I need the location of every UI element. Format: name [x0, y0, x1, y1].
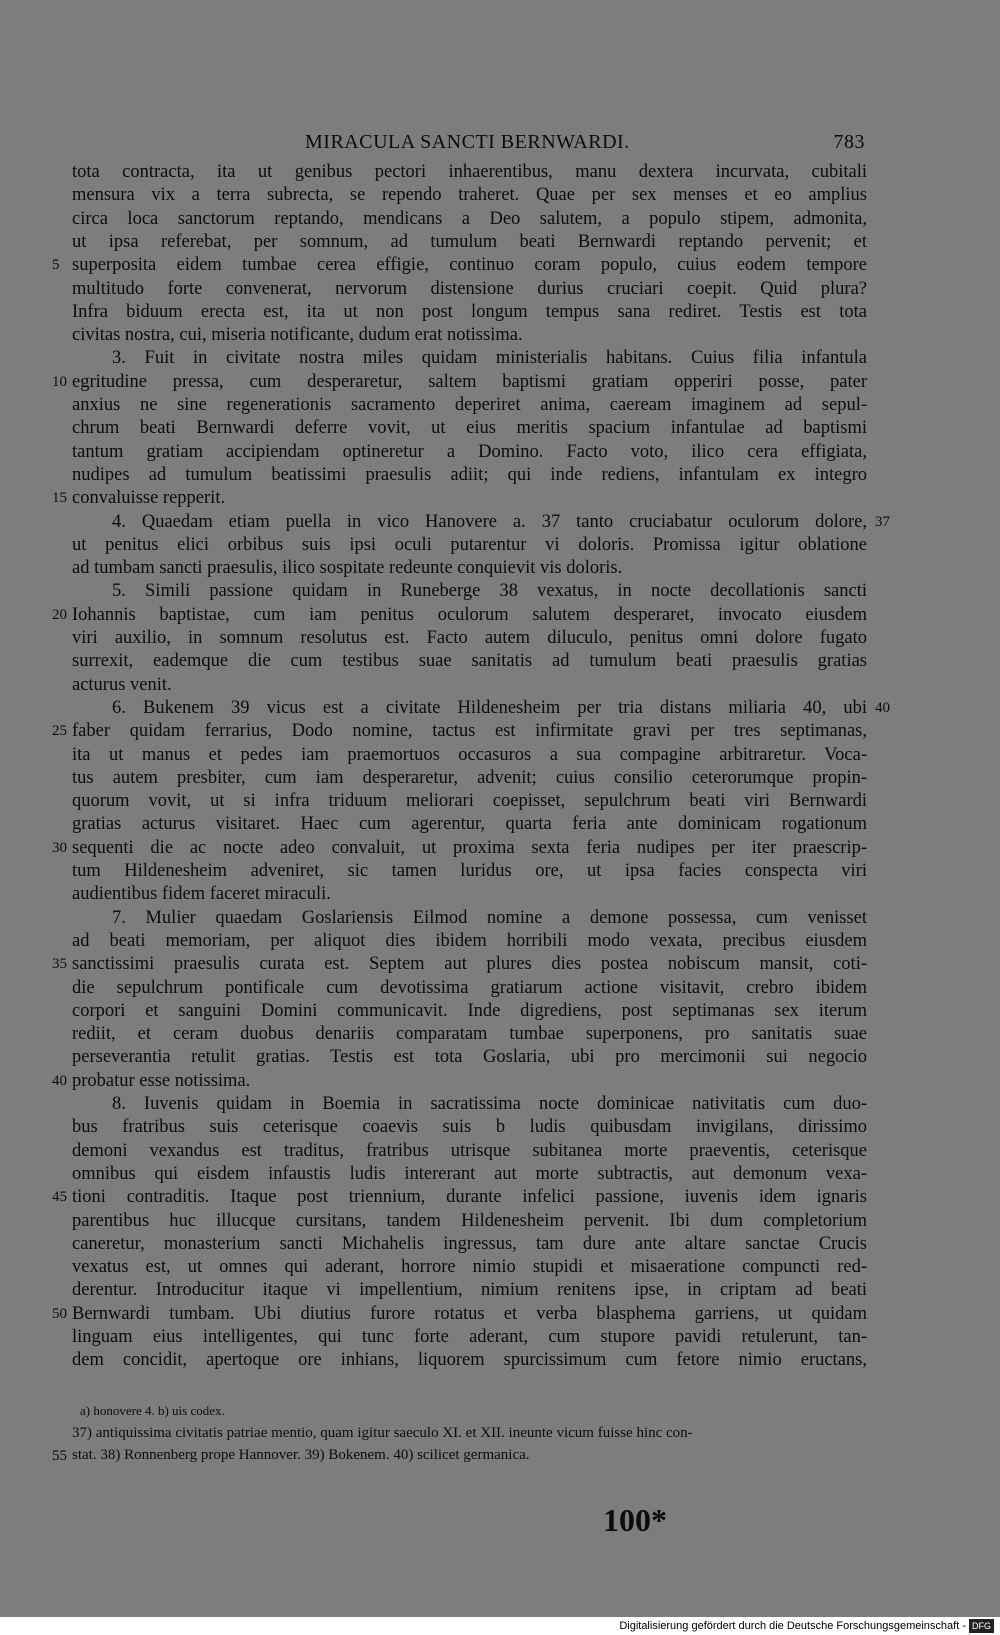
text-line: ad beati memoriam, per aliquot dies ibidem horribili modo vexata, precibus eiusdem	[72, 930, 867, 951]
text-line: multitudo forte convenerat, nervorum distensione durius cruciari coepit. Quid plura?	[72, 278, 867, 299]
text-line: 4. Quaedam etiam puella in vico Hanovere a. 37 tanto cruciabatur oculorum dolore,	[112, 511, 867, 532]
text-line: corpori et sanguini Domini communicavit. Inde digrediens, post septimanas sex iterum	[72, 1000, 867, 1021]
text-line: ita ut manus et pedes iam praemortuos occasuros a sua compagine arbitraretur. Voca-	[72, 744, 867, 765]
text-line: superposita eidem tumbae cerea effigie, continuo coram populo, cuius eodem tempore	[72, 255, 867, 276]
credit-text: Digitalisierung gefördert durch die Deutsche Forschungsgemeinschaft -	[619, 1620, 966, 1632]
text-line: probatur esse notissima.	[72, 1070, 251, 1091]
footnote-37: 37) antiquissima civitatis patriae mentio, quam igitur saeculo XI. et XII. ineunte vicum fuisse hinc con-	[72, 1425, 693, 1441]
line-number: 30	[52, 839, 67, 856]
text-line: tus autem presbiter, cum iam desperaretur, advenit; cuius consilio ceterorumque propin-	[72, 767, 867, 788]
line-number: 5	[52, 257, 60, 274]
text-line: chrum beati Bernwardi deferre vovit, ut eius meritis spacium infantulae ad baptismi	[72, 418, 867, 439]
line-number: 45	[52, 1189, 67, 1206]
text-line: sanctissimi praesulis curata est. Septem aut plures dies postea nobiscum mansit, coti-	[72, 954, 867, 975]
text-line: surrexit, eademque die cum testibus suae sanitatis ad tumulum beati praesulis gratias	[72, 651, 867, 672]
text-line: convaluisse repperit.	[72, 488, 226, 509]
text-line: tota contracta, ita ut genibus pectori inhaerentibus, manu dextera incurvata, cubitali	[72, 162, 867, 182]
text-line: bus fratribus suis ceterisque coaevis suis b ludis quibusdam invigilans, dirissimo	[72, 1117, 867, 1138]
text-line: caneretur, monasterium sancti Michahelis ingressus, tam dure ante altare sanctae Crucis	[72, 1233, 867, 1254]
text-line: gratias acturus visitaret. Haec cum agerentur, quarta feria ante dominicam rogationum	[72, 814, 867, 835]
text-line: rediit, et ceram duobus denariis comparatam tumbae superponens, pro sanitatis suae	[72, 1024, 867, 1045]
text-line: Iohannis baptistae, cum iam penitus oculorum salutem desperaret, invocato eiusdem	[72, 604, 867, 625]
text-line: dem concidit, apertoque ore inhians, liquorem spurcissimum cum fetore nimio eructans,	[72, 1350, 867, 1371]
text-line: 8. Iuvenis quidam in Boemia in sacratissima nocte dominicae nativitatis cum duo-	[112, 1094, 867, 1114]
text-line: ad tumbam sancti praesulis, ilico sospitate redeunte conquievit vis doloris.	[72, 558, 623, 579]
text-line: mensura vix a terra subrecta, se rependo traheret. Quae per sex menses et eo amplius	[72, 185, 867, 206]
page-number: 783	[833, 131, 865, 153]
text-line: omnibus qui eisdem infaustis ludis intererant aut morte subtractis, aut demonum vexa-	[72, 1163, 867, 1184]
footnote-apparatus: a) honovere 4. b) uis codex.	[80, 1403, 225, 1418]
text-line: sequenti die ac nocte adeo convaluit, ut proxima sexta feria nudipes per iter praescrip-	[72, 837, 867, 858]
text-line: circa loca sanctorum reptando, mendicans a Deo salutem, a populo stipem, admonita,	[72, 208, 867, 229]
text-line: anxius ne sine regenerationis sacramento deperiret anima, caeream imaginem ad sepul-	[72, 395, 867, 415]
line-number: 20	[52, 606, 67, 623]
dfg-logo: DFG	[969, 1619, 994, 1633]
margin-note-number: 40	[875, 699, 890, 716]
text-line: vexatus est, ut omnes qui aderant, horrore nimio stupidi et misaeratione compuncti red-	[72, 1257, 867, 1278]
text-line: 7. Mulier quaedam Goslariensis Eilmod nomine a demone possessa, cum venisset	[112, 907, 867, 928]
line-number: 25	[52, 723, 67, 740]
text-line: Infra biduum erecta est, ita ut non post longum tempus sana rediret. Testis est tota	[72, 301, 867, 322]
footnote-38-40: stat. 38) Ronnenberg prope Hannover. 39) Bokenem. 40) scilicet germanica.	[72, 1447, 530, 1463]
digitization-credit	[619, 1617, 994, 1635]
text-line: demoni vexandus est traditus, fratribus utrisque subitanea morte praeventis, ceterisque	[72, 1140, 867, 1161]
line-number: 10	[52, 373, 67, 390]
text-line: quorum vovit, ut si infra triduum meliorari coepisset, sepulchrum beati viri Bernwardi	[72, 791, 867, 812]
text-line: audientibus fidem faceret miraculi.	[72, 884, 331, 905]
text-line: 6. Bukenem 39 vicus est a civitate Hildenesheim per tria distans miliaria 40, ubi	[112, 697, 867, 718]
line-number: 15	[52, 490, 67, 507]
header-title: MIRACULA SANCTI BERNWARDI.	[305, 131, 630, 153]
line-number: 35	[52, 956, 67, 973]
line-number: 55	[52, 1448, 67, 1464]
text-line: ut penitus elici orbibus suis ipsi oculi putarentur vi doloris. Promissa igitur oblatione	[72, 534, 867, 555]
text-line: viri auxilio, in somnum resolutus est. Facto autem diluculo, penitus omni dolore fugato	[72, 628, 867, 648]
text-line: tioni contraditis. Itaque post triennium, durante infelici passione, iuvenis idem ignaris	[72, 1187, 867, 1208]
text-line: civitas nostra, cui, miseria notificante, dudum erat notissima.	[72, 325, 523, 346]
text-line: parentibus huc illucque cursitans, tandem Hildenesheim pervenit. Ibi dum completorium	[72, 1210, 867, 1231]
text-line: tum Hildenesheim adveniret, sic tamen luridus ore, ut ipsa facies conspecta viri	[72, 861, 867, 881]
text-line: ut ipsa referebat, per somnum, ad tumulum beati Bernwardi reptando pervenit; et	[72, 231, 867, 252]
text-line: linguam eius intelligentes, qui tunc forte aderant, cum stupore pavidi retulerunt, tan-	[72, 1327, 867, 1347]
text-line: acturus venit.	[72, 674, 172, 695]
text-line: die sepulchrum pontificale cum devotissima gratiarum actione visitavit, crebro ibidem	[72, 977, 867, 998]
running-header	[305, 127, 865, 157]
text-line: derentur. Introducitur itaque vi impellentium, nimium renitens ipse, in criptam ad beati	[72, 1280, 867, 1301]
margin-note-number: 37	[875, 513, 890, 530]
text-line: perseverantia retulit gratias. Testis est tota Goslaria, ubi pro mercimonii sui negocio	[72, 1047, 867, 1068]
text-line: egritudine pressa, cum desperaretur, saltem baptismi gratiam opperiri posse, pater	[72, 371, 867, 392]
text-line: 5. Simili passione quidam in Runeberge 38 vexatus, in nocte decollationis sancti	[112, 581, 867, 602]
line-number: 50	[52, 1305, 67, 1322]
text-line: tantum gratiam accipiendam optineretur a Domino. Facto voto, ilico cera effigiata,	[72, 441, 867, 462]
text-line: Bernwardi tumbam. Ubi diutius furore rotatus et verba blasphema garriens, ut quidam	[72, 1303, 867, 1324]
signature-mark: 100*	[603, 1502, 667, 1538]
text-line: faber quidam ferrarius, Dodo nomine, tactus est infirmitate gravi per tres septimanas,	[72, 721, 867, 742]
text-line: nudipes ad tumulum beatissimi praesulis adiit; qui inde rediens, infantulam ex integro	[72, 464, 867, 485]
line-number: 40	[52, 1072, 67, 1089]
text-line: 3. Fuit in civitate nostra miles quidam ministerialis habitans. Cuius filia infantula	[112, 348, 867, 369]
